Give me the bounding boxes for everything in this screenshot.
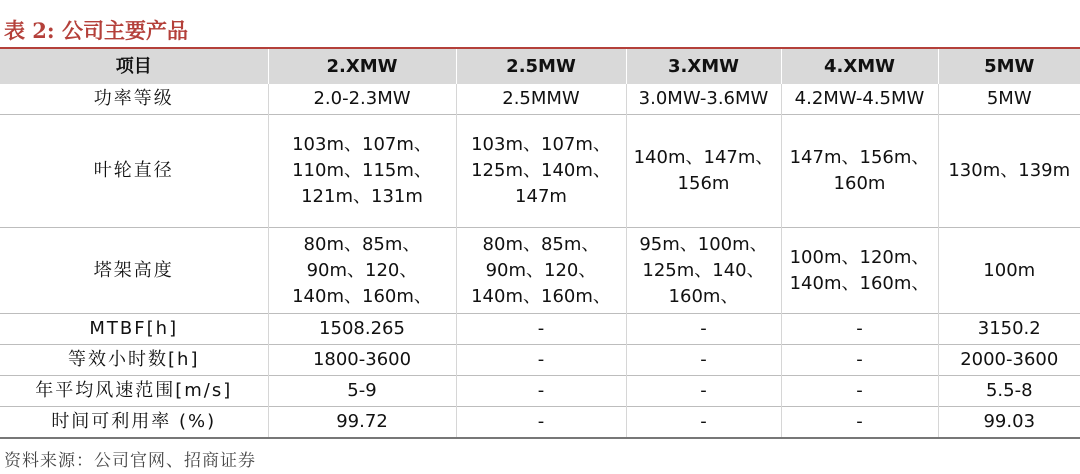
column-header: 5MW [938, 49, 1080, 84]
products-table [0, 49, 1080, 439]
table-cell: - [626, 345, 781, 376]
table-cell: 80m、85m、 90m、120、 140m、160m、 [456, 228, 626, 314]
table-cell: 80m、85m、 90m、120、 140m、160m、 [268, 228, 456, 314]
table-cell: 1800-3600 [268, 345, 456, 376]
table-cell: - [626, 376, 781, 407]
table-cell: - [781, 345, 938, 376]
table-cell: 99.72 [268, 407, 456, 439]
table-cell: 103m、107m、 110m、115m、 121m、131m [268, 115, 456, 228]
source-note: 资料来源：公司官网、招商证券 [4, 451, 256, 471]
column-header: 4.XMW [781, 49, 938, 84]
table-cell: 140m、147m、 156m [626, 115, 781, 228]
table-cell: 5-9 [268, 376, 456, 407]
table-row [0, 228, 1080, 314]
table-cell: 100m [983, 259, 1036, 281]
table-row [0, 115, 1080, 228]
table-cell: - [456, 345, 626, 376]
table-cell: 4.2MW-4.5MW [781, 84, 938, 115]
table-cell: 95m、100m、 125m、140、 160m、 [626, 228, 781, 314]
table-cell: 103m、107m、 125m、140m、 147m [456, 115, 626, 228]
row-label: MTBF[h] [0, 314, 268, 345]
row-label: 塔架高度 [0, 228, 268, 314]
table-title: 表 2: 公司主要产品 [4, 18, 188, 43]
table-cell: 99.03 [983, 411, 1036, 432]
column-header: 3.XMW [626, 49, 781, 84]
table-row [0, 84, 1080, 115]
row-label: 时间可利用率 (%) [0, 407, 268, 439]
table-cell: - [781, 314, 938, 345]
table-cell: 3150.2 [977, 318, 1041, 339]
table-cell: 2.5MMW [456, 84, 626, 115]
table-cell: 2000-3600 [960, 349, 1059, 370]
table-cell: 100m、120m、 140m、160m、 [781, 228, 938, 314]
table-cell: - [626, 407, 781, 439]
table-cell: - [456, 407, 626, 439]
table-cell: - [456, 314, 626, 345]
table-cell: 5MW [986, 88, 1032, 109]
table-cell: 5.5-8 [985, 380, 1033, 401]
table-row [0, 376, 1080, 407]
table-cell: 2.0-2.3MW [268, 84, 456, 115]
column-header: 项目 [0, 49, 268, 84]
table-row [0, 345, 1080, 376]
header-row [0, 49, 1080, 84]
table-cell: 147m、156m、 160m [781, 115, 938, 228]
column-header: 2.5MW [456, 49, 626, 84]
table-cell: - [456, 376, 626, 407]
column-header: 2.XMW [268, 49, 456, 84]
row-label: 等效小时数[h] [0, 345, 268, 376]
table-cell: - [781, 407, 938, 439]
row-label: 年平均风速范围[m/s] [0, 376, 268, 407]
table-cell: 130m、139m [948, 160, 1071, 181]
table-cell: - [626, 314, 781, 345]
table-cell: - [781, 376, 938, 407]
row-label: 叶轮直径 [0, 115, 268, 228]
table-row [0, 314, 1080, 345]
row-label: 功率等级 [0, 84, 268, 115]
table-cell: 1508.265 [268, 314, 456, 345]
table-row [0, 407, 1080, 439]
table-cell: 3.0MW-3.6MW [626, 84, 781, 115]
